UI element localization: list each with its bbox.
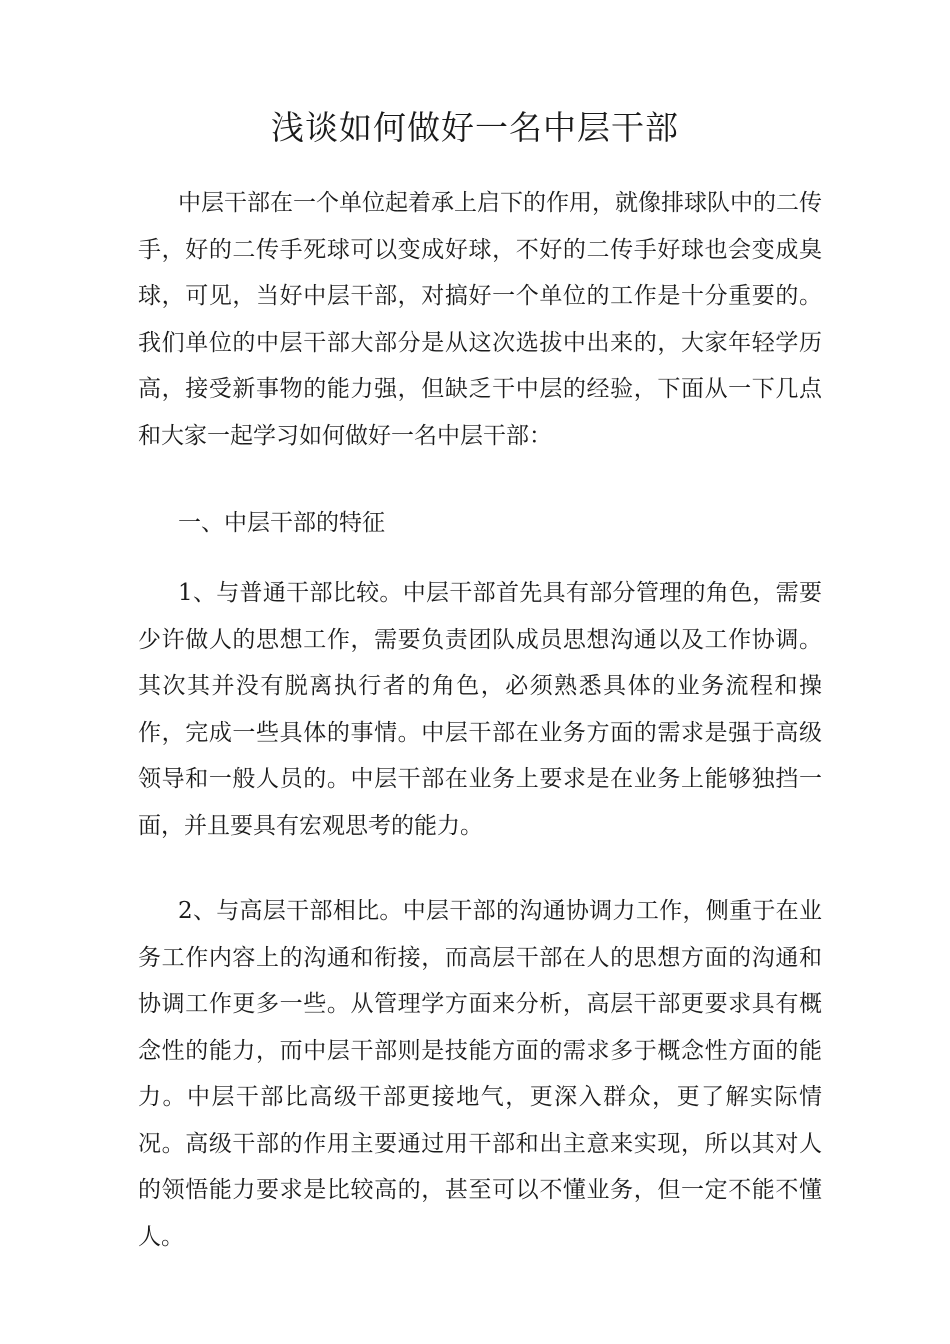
- paragraph-point-2: 2、与高层干部相比。中层干部的沟通协调力工作，侧重于在业务工作内容上的沟通和衔接，而高层干部在人的思想方面的沟通和协调工作更多一些。从管理学方面来分析，高层干部更要求具有概念性的能力，而中层干部则是技能方面的需求多于概念性方面的能力。中层干部比高级干部更接地气，更深入群众，更了解实际情况。高级干部的作用主要通过用干部和出主意来实现，所以其对人的领悟能力要求是比较高的，甚至可以不懂业务，但一定不能不懂人。: [138, 898, 822, 1250]
- paragraph-intro: 中层干部在一个单位起着承上启下的作用，就像排球队中的二传手，好的二传手死球可以变成好球，不好的二传手好球也会变成臭球，可见，当好中层干部，对搞好一个单位的工作是十分重要的。我们单位的中层干部大部分是从这次选拔中出来的，大家年轻学历高，接受新事物的能力强，但缺乏干中层的经验，下面从一下几点和大家一起学习如何做好一名中层干部：: [138, 190, 822, 449]
- document-title: 浅谈如何做好一名中层干部: [271, 108, 679, 147]
- paragraph-point-1: 1、与普通干部比较。中层干部首先具有部分管理的角色，需要少许做人的思想工作，需要负责团队成员思想沟通以及工作协调。其次其并没有脱离执行者的角色，必须熟悉具体的业务流程和操作，完成一些具体的事情。中层干部在业务方面的需求是强于高级领导和一般人员的。中层干部在业务上要求是在业务上能够独挡一面，并且要具有宏观思考的能力。: [138, 580, 822, 839]
- section-heading: 一、中层干部的特征: [178, 510, 385, 536]
